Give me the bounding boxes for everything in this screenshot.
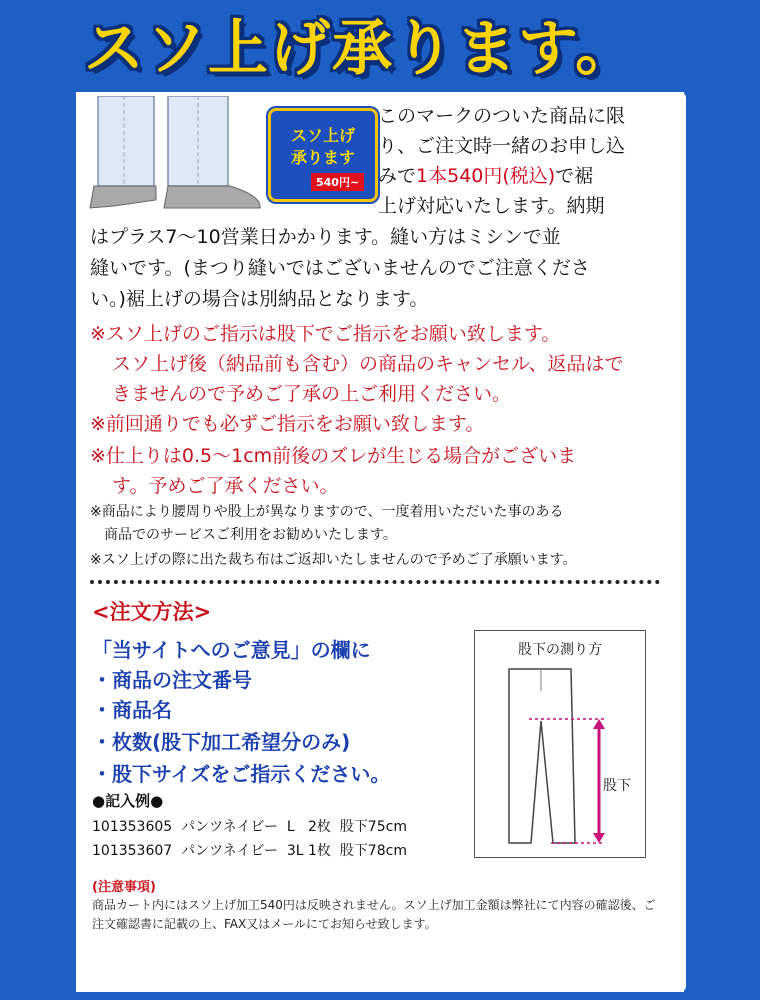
small-note-1a: ※商品により腰周りや股上が異なりますので、一度着用いただいた事のある	[90, 504, 564, 520]
example-heading: ●記入例●	[92, 792, 164, 810]
intro-price: 1本540円(税込)	[416, 165, 556, 187]
order-line3: ・商品名	[92, 698, 172, 722]
trousers-illustration	[84, 96, 264, 226]
badge-line2: 承ります	[290, 148, 355, 167]
small-note-1b: 商品でのサービスご利用をお勧めいたします。	[104, 527, 397, 543]
badge-price: 540円~	[311, 173, 364, 191]
intro-line7: い。)裾上げの場合は別納品となります。	[90, 288, 429, 310]
diagram-title: 股下の測り方	[518, 642, 602, 658]
intro-line2: り、ご注文時一緒のお申し込	[378, 135, 626, 157]
intro-line5: はプラス7～10営業日かかります。縫い方はミシンで並	[90, 226, 561, 248]
inseam-diagram	[474, 630, 646, 858]
hem-service-badge	[268, 108, 378, 202]
intro-line4: 上げ対応いたします。納期	[378, 195, 605, 217]
pants-outline	[475, 661, 645, 851]
intro-line3b: で裾	[555, 165, 594, 187]
page-title: スソ上げ承ります。	[84, 14, 638, 84]
intro-line1: このマークのついた商品に限	[378, 105, 626, 127]
example-row-1: 101353605 パンツネイビー L 2枚 股下75cm	[92, 819, 407, 835]
intro-line3	[378, 160, 593, 193]
order-line5: ・股下サイズをご指示ください。	[92, 762, 391, 786]
order-line1: 「当サイトへのご意見」の欄に	[92, 638, 371, 662]
inseam-label: 股下	[603, 778, 631, 794]
note-1a: ※スソ上げのご指示は股下でご指示をお願い致します。	[90, 323, 561, 345]
intro-line3a: みで	[378, 165, 417, 187]
note-3b: す。予めご了承ください。	[112, 475, 339, 497]
badge-line1: スソ上げ	[290, 126, 355, 145]
note-1c: きませんので予めご了承の上ご利用ください。	[112, 383, 512, 405]
caution-heading: (注意事項)	[92, 880, 156, 895]
dotted-divider	[90, 580, 660, 584]
intro-line6: 縫いです。(まつり縫いではございませんのでご注意くださ	[90, 257, 590, 279]
caution-text: 商品カート内にはスソ上げ加工540円は反映されません。スソ上げ加工金額は弊社にて内容の確認後、ご注文確認書に記載の上、FAX又はメールにてお知らせ致します。	[92, 898, 656, 931]
order-line4: ・枚数(股下加工希望分のみ)	[92, 730, 351, 754]
example-row-2: 101353607 パンツネイビー 3L 1枚 股下78cm	[92, 843, 407, 859]
note-3a: ※仕上りは0.5～1cm前後のズレが生じる場合がございま	[90, 445, 577, 467]
note-1b: スソ上げ後（納品前も含む）の商品のキャンセル、返品はで	[112, 353, 624, 375]
order-line2: ・商品の注文番号	[92, 668, 252, 692]
order-heading: <注文方法>	[92, 600, 212, 624]
small-note-2: ※スソ上げの際に出た裁ち布はご返却いたしませんので予めご了承願います。	[90, 552, 577, 568]
note-2: ※前回通りでも必ずご指示をお願い致します。	[90, 413, 485, 435]
